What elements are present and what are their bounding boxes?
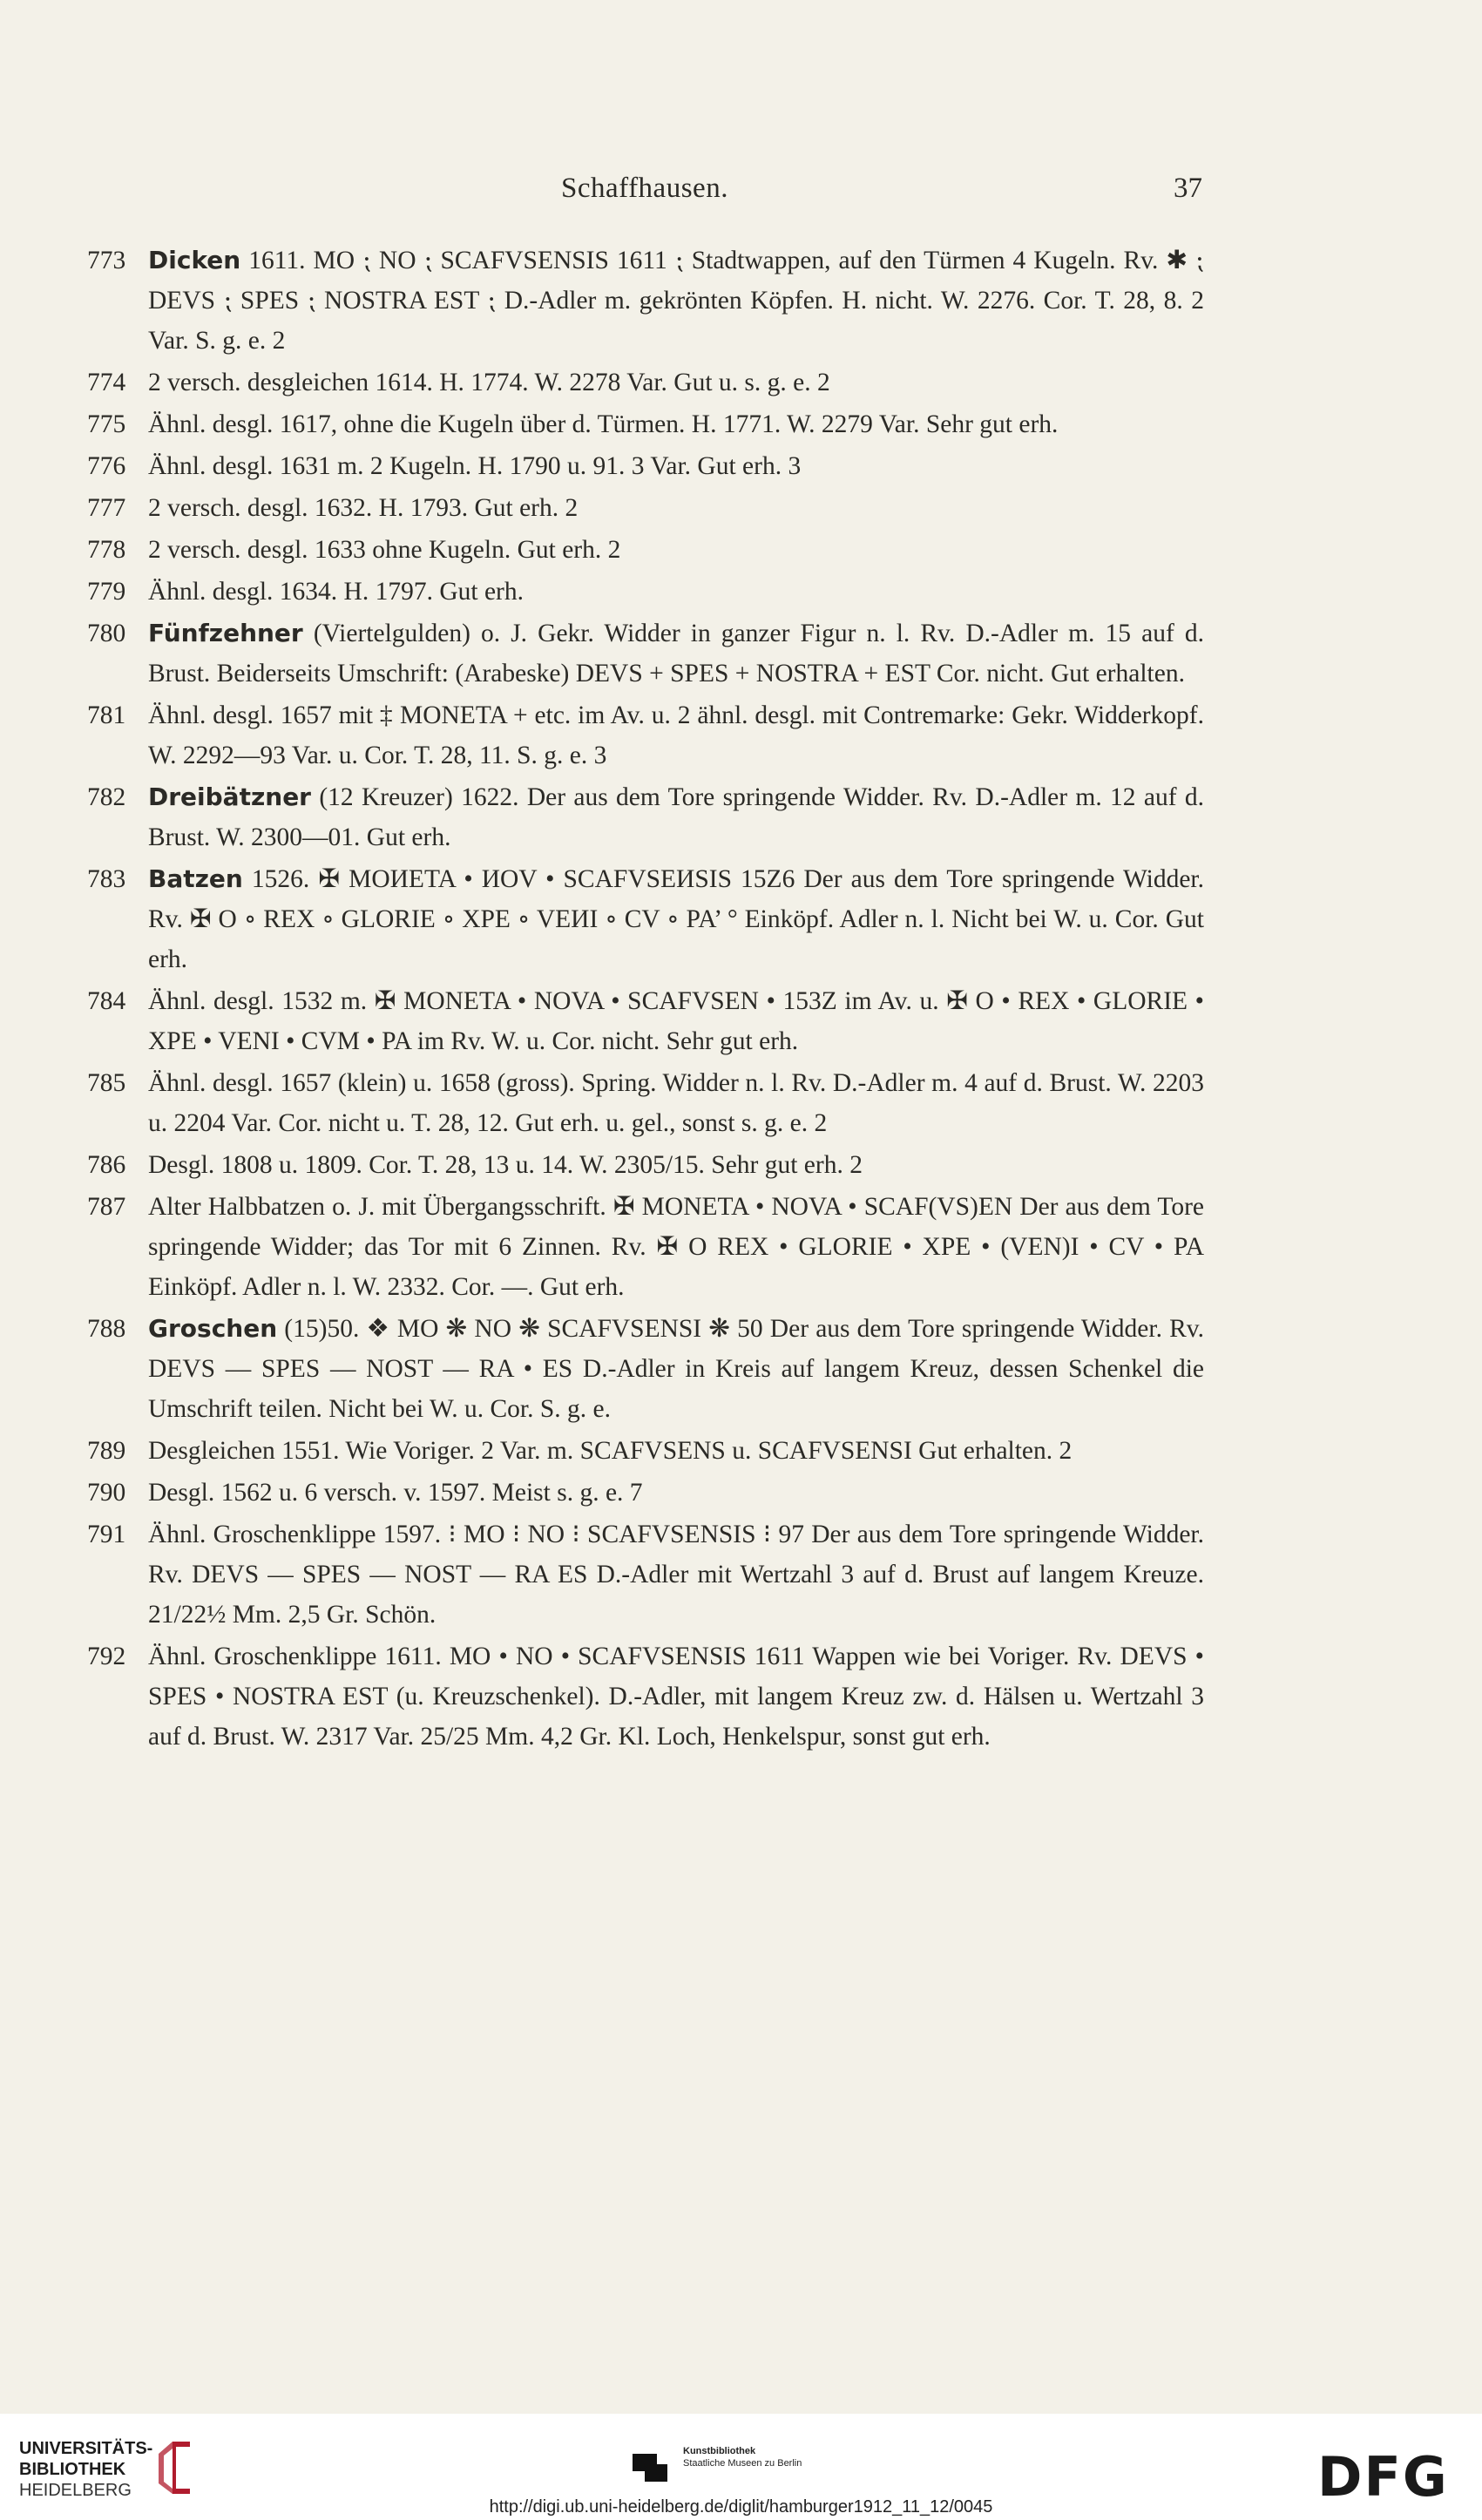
catalog-entry xyxy=(87,530,1204,570)
entry-text xyxy=(148,1309,1204,1429)
entry-number: 773 xyxy=(87,247,126,274)
catalog-entry xyxy=(87,1636,1204,1757)
entry-body: 2 versch. desgl. 1633 ohne Kugeln. Gut erh. 2 xyxy=(148,536,621,564)
dfg-logo: DFG xyxy=(1317,2445,1449,2509)
entry-body: Desgleichen 1551. Wie Voriger. 2 Var. m. SCAFVSENS u. SCAFVSENSI Gut erhalten. 2 xyxy=(148,1437,1073,1465)
entry-text xyxy=(148,981,1204,1061)
kunstbibliothek-mark-icon xyxy=(633,2447,667,2482)
catalog-entry xyxy=(87,404,1204,444)
uni-heidelberg-logo-icon xyxy=(146,2438,197,2496)
entry-body: (Viertelgulden) o. J. Gekr. Widder in ganzer Figur n. l. Rv. D.-Adler m. 15 auf d. Brust. Beiderseits Umschrift: (Arabeske) DEVS + SPES + NOSTRA + EST Cor. nicht. Gut erhalten. xyxy=(148,620,1204,688)
entry-body: (15)50. ❖ MO ❋ NO ❋ SCAFVSENSI ❋ 50 Der aus dem Tore springende Widder. Rv. DEVS — SPES — NOST — RA • ES D.-Adler in Kreis auf langem Kreuz, dessen Schenkel die Umschrift teilen. Nicht bei W. u. Cor. S. g. e. xyxy=(148,1315,1204,1423)
entry-text xyxy=(148,1431,1204,1471)
entry-text xyxy=(148,1473,1204,1513)
entry-body: (12 Kreuzer) 1622. Der aus dem Tore springende Widder. Rv. D.-Adler m. 12 auf d. Brust. W. 2300—01. Gut erh. xyxy=(148,783,1204,851)
entry-body: Ähnl. desgl. 1634. H. 1797. Gut erh. xyxy=(148,578,524,606)
catalog-entry xyxy=(87,1431,1204,1471)
page-number: 37 xyxy=(1174,173,1202,204)
entry-number: 782 xyxy=(87,783,126,811)
uni-line-3: HEIDELBERG xyxy=(19,2481,132,2500)
catalog-entry xyxy=(87,859,1204,979)
entry-number: 780 xyxy=(87,620,126,647)
entry-number: 779 xyxy=(87,578,126,606)
entry-number: 778 xyxy=(87,536,126,564)
entry-text xyxy=(148,1514,1204,1635)
entry-number: 788 xyxy=(87,1315,126,1343)
catalog-entry xyxy=(87,1309,1204,1429)
entry-text xyxy=(148,404,1204,444)
catalog-entry xyxy=(87,446,1204,486)
entry-number: 774 xyxy=(87,369,126,396)
entry-text xyxy=(148,695,1204,776)
uni-line-1: UNIVERSITÄTS- xyxy=(19,2439,153,2458)
catalog-entry xyxy=(87,1473,1204,1513)
catalog-entry xyxy=(87,613,1204,694)
entry-keyword: Fünfzehner xyxy=(148,619,303,647)
entry-text xyxy=(148,446,1204,486)
entry-text xyxy=(148,530,1204,570)
catalog-entry xyxy=(87,488,1204,528)
entry-body: Ähnl. desgl. 1631 m. 2 Kugeln. H. 1790 u. 91. 3 Var. Gut erh. 3 xyxy=(148,452,802,480)
catalog-entry xyxy=(87,362,1204,403)
entry-text xyxy=(148,1636,1204,1757)
entry-body: 2 versch. desgl. 1632. H. 1793. Gut erh. 2 xyxy=(148,494,579,522)
entry-keyword: Dreibätzner xyxy=(148,782,311,811)
entry-number: 789 xyxy=(87,1437,126,1465)
catalog-entry xyxy=(87,695,1204,776)
kb-line-1: Kunstbibliothek xyxy=(683,2446,756,2456)
entry-body: Ähnl. Groschenklippe 1611. MO • NO • SCAFVSENSIS 1611 Wappen wie bei Voriger. Rv. DEVS • SPES • NOSTRA EST (u. Kreuzschenkel). D.-Adler, mit langem Kreuz zw. d. Hälsen u. Wertzahl 3 auf d. Brust. W. 2317 Var. 25/25 Mm. 4,2 Gr. Kl. Loch, Henkelspur, sonst gut erh. xyxy=(148,1643,1204,1751)
footer-bar xyxy=(0,2414,1482,2520)
entry-keyword: Groschen xyxy=(148,1314,278,1343)
uni-heidelberg-logo-text xyxy=(19,2438,152,2501)
entry-body: 1526. ✠ MOИETA • ИOV • SCAFVSEИSIS 15Z6 Der aus dem Tore springende Widder. Rv. ✠ O ∘ REX ∘ GLORIE ∘ XPE ∘ VEИI ∘ CV ∘ PA’ ° Einköpf. Adler n. l. Nicht bei W. u. Cor. Gut erh. xyxy=(148,865,1204,973)
entry-text xyxy=(148,240,1204,361)
entry-body: Ähnl. desgl. 1617, ohne die Kugeln über d. Türmen. H. 1771. W. 2279 Var. Sehr gut erh. xyxy=(148,410,1059,438)
catalog-entry xyxy=(87,240,1204,361)
page-header xyxy=(87,173,1202,216)
entry-body: 1611. MO ⁏ NO ⁏ SCAFVSENSIS 1611 ⁏ Stadtwappen, auf den Türmen 4 Kugeln. Rv. ✱ ⁏ DEVS ⁏ SPES ⁏ NOSTRA EST ⁏ D.-Adler m. gekrönten Köpfen. H. nicht. W. 2276. Cor. T. 28, 8. 2 Var. S. g. e. 2 xyxy=(148,247,1204,355)
entry-body: Ähnl. desgl. 1657 mit ‡ MONETA + etc. im Av. u. 2 ähnl. desgl. mit Contremarke: Gekr. Widderkopf. W. 2292—93 Var. u. Cor. T. 28, 11. S. g. e. 3 xyxy=(148,701,1204,769)
catalog-entry xyxy=(87,981,1204,1061)
entry-keyword: Batzen xyxy=(148,864,243,893)
entry-text xyxy=(148,362,1204,403)
entry-body: Alter Halbbatzen o. J. mit Übergangsschrift. ✠ MONETA • NOVA • SCAF(VS)EN Der aus dem Tore springende Widder; das Tor mit 6 Zinnen. Rv. ✠ O REX • GLORIE • XPE • (VEN)I • CV • PA Einköpf. Adler n. l. W. 2332. Cor. —. Gut erh. xyxy=(148,1193,1204,1301)
entry-body: Ähnl. Groschenklippe 1597. ⁝ MO ⁝ NO ⁝ SCAFVSENSIS ⁝ 97 Der aus dem Tore springende Widder. Rv. DEVS — SPES — NOST — RA ES D.-Adler mit Wertzahl 3 auf d. Brust auf langem Kreuze. 21/22½ Mm. 2,5 Gr. Schön. xyxy=(148,1521,1204,1629)
catalog-entries xyxy=(87,240,1204,1758)
entry-number: 784 xyxy=(87,987,126,1015)
catalog-entry xyxy=(87,1145,1204,1185)
permalink-url[interactable]: http://digi.ub.uni-heidelberg.de/diglit/hamburger1912_11_12/0045 xyxy=(489,2497,993,2517)
entry-keyword: Dicken xyxy=(148,246,241,274)
entry-number: 777 xyxy=(87,494,126,522)
catalog-entry xyxy=(87,572,1204,612)
entry-text xyxy=(148,613,1204,694)
entry-text xyxy=(148,1063,1204,1143)
entry-number: 781 xyxy=(87,701,126,729)
entry-number: 792 xyxy=(87,1643,126,1670)
uni-line-2: BIBLIOTHEK xyxy=(19,2460,126,2479)
entry-body: 2 versch. desgleichen 1614. H. 1774. W. 2278 Var. Gut u. s. g. e. 2 xyxy=(148,369,830,396)
catalog-entry xyxy=(87,1514,1204,1635)
entry-text xyxy=(148,1187,1204,1307)
entry-body: Desgl. 1808 u. 1809. Cor. T. 28, 13 u. 14. W. 2305/15. Sehr gut erh. 2 xyxy=(148,1151,863,1179)
entry-body: Ähnl. desgl. 1532 m. ✠ MONETA • NOVA • SCAFVSEN • 153Z im Av. u. ✠ O • REX • GLORIE • XPE • VENI • CVM • PA im Rv. W. u. Cor. nicht. Sehr gut erh. xyxy=(148,987,1204,1055)
entry-text xyxy=(148,572,1204,612)
running-title: Schaffhausen. xyxy=(561,173,728,204)
entry-number: 776 xyxy=(87,452,126,480)
entry-number: 790 xyxy=(87,1479,126,1507)
entry-number: 787 xyxy=(87,1193,126,1221)
catalog-entry xyxy=(87,1187,1204,1307)
entry-text xyxy=(148,488,1204,528)
entry-body: Desgl. 1562 u. 6 versch. v. 1597. Meist s. g. e. 7 xyxy=(148,1479,643,1507)
entry-number: 786 xyxy=(87,1151,126,1179)
entry-body: Ähnl. desgl. 1657 (klein) u. 1658 (gross). Spring. Widder n. l. Rv. D.-Adler m. 4 auf d. Brust. W. 2203 u. 2204 Var. Cor. nicht u. T. 28, 12. Gut erh. u. gel., sonst s. g. e. 2 xyxy=(148,1069,1204,1137)
entry-text xyxy=(148,777,1204,857)
entry-number: 775 xyxy=(87,410,126,438)
entry-number: 791 xyxy=(87,1521,126,1548)
entry-number: 785 xyxy=(87,1069,126,1097)
entry-text xyxy=(148,1145,1204,1185)
entry-text xyxy=(148,859,1204,979)
catalog-entry xyxy=(87,1063,1204,1143)
entry-number: 783 xyxy=(87,865,126,893)
kb-line-2: Staatliche Museen zu Berlin xyxy=(683,2458,802,2469)
catalog-entry xyxy=(87,777,1204,857)
